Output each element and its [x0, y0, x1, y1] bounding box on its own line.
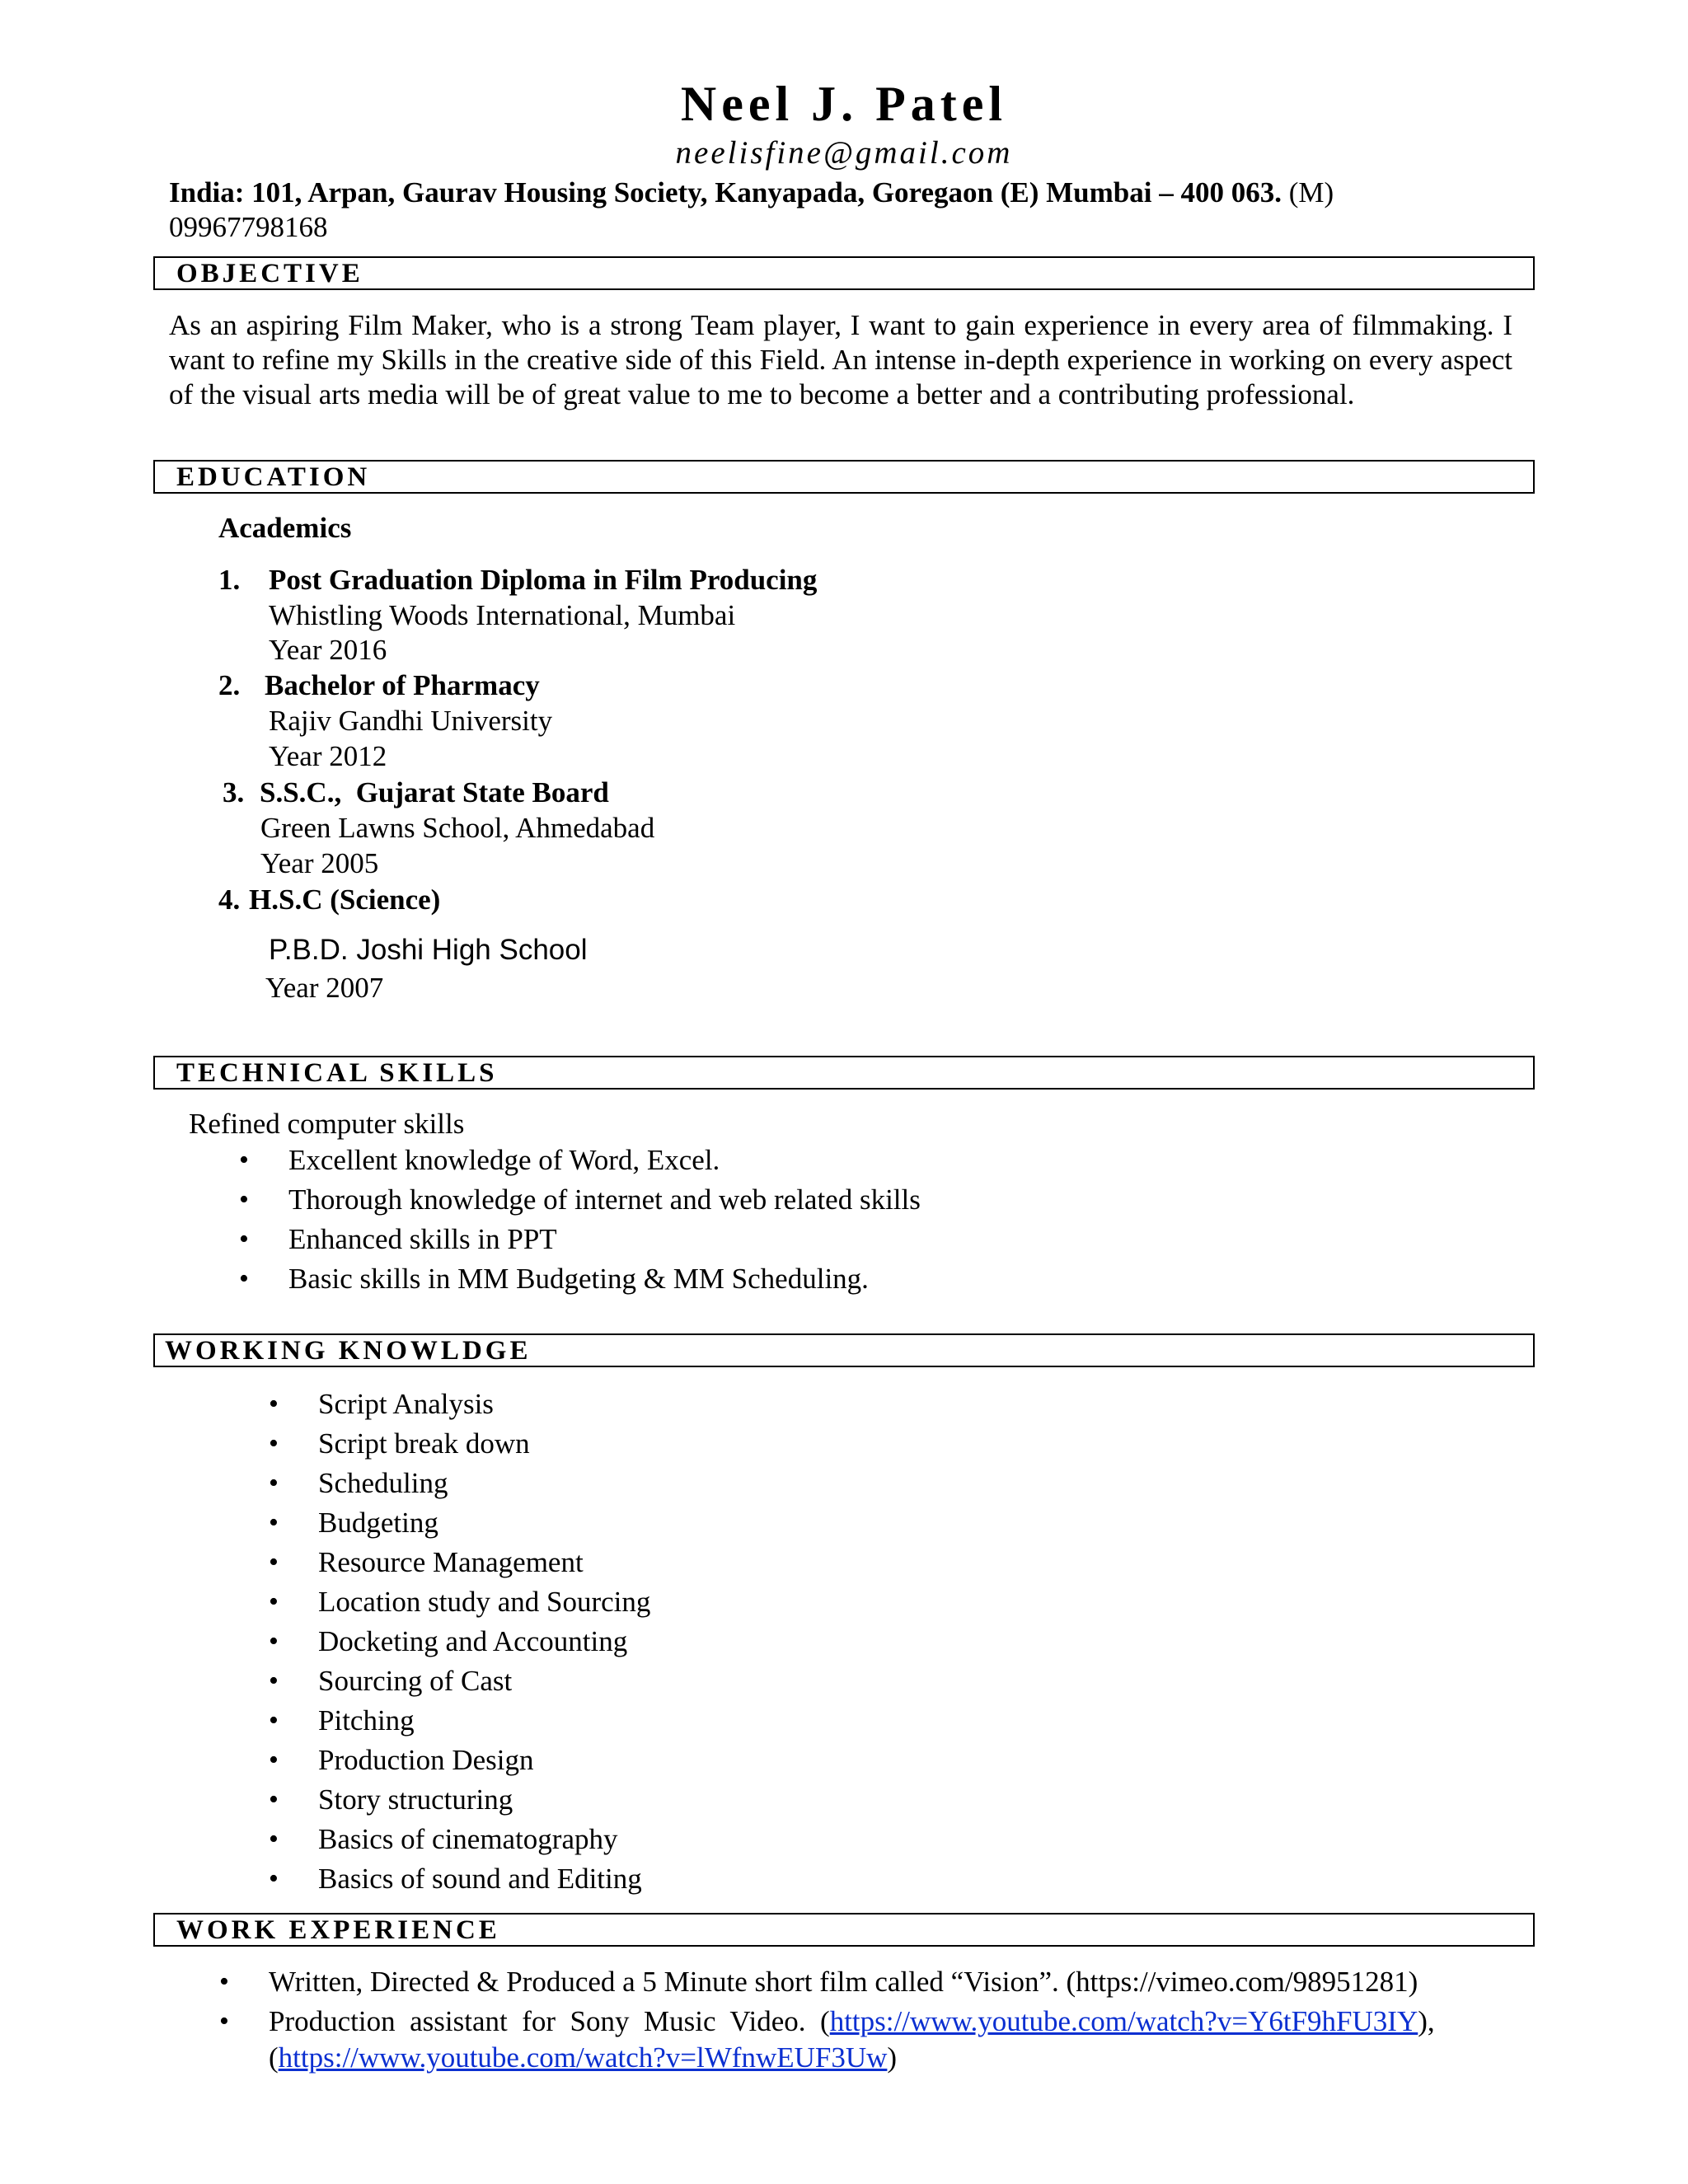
education-number: 4. [218, 883, 241, 916]
youtube-link-1[interactable]: https://www.youtube.com/watch?v=Y6tF9hFU3IY [829, 2005, 1418, 2037]
education-institution: Green Lawns School, Ahmedabad [260, 812, 655, 844]
bullet-icon: • [269, 1586, 279, 1617]
work-experience-text: Production assistant for Sony Music Video. (https://www.youtube.com/watch?v=Y6tF9hFU3IY), [269, 2005, 1435, 2037]
bullet-icon: • [269, 1468, 279, 1498]
bullet-icon: • [269, 1626, 279, 1657]
bullet-icon: • [269, 1863, 279, 1894]
education-number: 1. [218, 564, 241, 596]
youtube-link-2[interactable]: https://www.youtube.com/watch?v=lWfnwEUF3Uw [278, 2041, 888, 2074]
bullet-icon: • [269, 1389, 279, 1419]
education-section-header [153, 460, 1535, 494]
candidate-name: Neel J. Patel [680, 77, 1008, 131]
objective-section-header [153, 256, 1535, 290]
education-year: Year 2012 [269, 740, 387, 772]
technical-skills-title: TECHNICAL SKILLS [176, 1058, 498, 1088]
education-title: EDUCATION [176, 462, 371, 492]
bullet-icon: • [219, 2006, 229, 2036]
objective-text: As an aspiring Film Maker, who is a strong Team player, I want to gain experience in every area of filmmaking. I want to refine my Skills in the creative side of this Field. An intense in-depth experience in working on every aspect of the visual arts media will be of great value to me to become a better and a contributing professional. [169, 309, 1512, 410]
technical-skills-section-header [153, 1056, 1535, 1090]
work-experience-title: WORK EXPERIENCE [176, 1915, 500, 1945]
bullet-icon: • [269, 1666, 279, 1696]
address-text: India: 101, Arpan, Gaurav Housing Society, Kanyapada, Goregaon (E) Mumbai – 400 063. [169, 176, 1282, 209]
academics-subtitle: Academics [218, 512, 352, 544]
education-year: Year 2005 [260, 847, 379, 879]
phone-label: (M) [1281, 176, 1334, 209]
bullet-icon: • [219, 1966, 229, 1997]
education-degree: H.S.C (Science) [249, 883, 441, 916]
technical-skills-intro: Refined computer skills [189, 1108, 465, 1140]
bullet-icon: • [239, 1263, 249, 1294]
education-institution: Rajiv Gandhi University [269, 705, 553, 737]
work-experience-text: Written, Directed & Produced a 5 Minute short film called “Vision”. (https://vimeo.com/98951281) [269, 1966, 1418, 1998]
education-institution: Whistling Woods International, Mumbai [269, 599, 736, 631]
education-institution: P.B.D. Joshi High School [269, 934, 588, 966]
bullet-icon: • [269, 1705, 279, 1736]
address-line [169, 175, 1334, 211]
bullet-icon: • [269, 1745, 279, 1775]
email-address: neelisfine@gmail.com [675, 135, 1013, 171]
bullet-icon: • [269, 1547, 279, 1577]
objective-body [169, 308, 1512, 412]
bullet-icon: • [239, 1224, 249, 1254]
work-experience-text-line2: (https://www.youtube.com/watch?v=lWfnwEUF3Uw) [269, 2041, 898, 2074]
bullet-icon: • [269, 1784, 279, 1815]
education-number: 3. [223, 776, 245, 808]
bullet-icon: • [269, 1428, 279, 1459]
bullet-icon: • [239, 1184, 249, 1215]
education-degree: Bachelor of Pharmacy [265, 669, 540, 701]
bullet-icon: • [239, 1145, 249, 1175]
bullet-icon: • [269, 1507, 279, 1538]
bullet-icon: • [269, 1824, 279, 1854]
education-item-2 [218, 668, 540, 704]
education-degree: Post Graduation Diploma in Film Producing [269, 564, 818, 596]
education-year: Year 2016 [269, 634, 387, 666]
work-experience-section-header [153, 1913, 1535, 1947]
education-degree: S.S.C., Gujarat State Board [260, 776, 609, 808]
objective-title: OBJECTIVE [176, 259, 363, 288]
education-item-3 [223, 775, 609, 811]
education-item-1 [218, 562, 818, 598]
education-number: 2. [218, 669, 241, 701]
education-year: Year 2007 [265, 972, 384, 1004]
education-item-4 [218, 882, 441, 918]
working-knowledge-section-header [153, 1333, 1535, 1367]
working-knowledge-title: WORKING KNOWLDGE [165, 1336, 532, 1366]
phone-number: 09967798168 [169, 211, 328, 243]
